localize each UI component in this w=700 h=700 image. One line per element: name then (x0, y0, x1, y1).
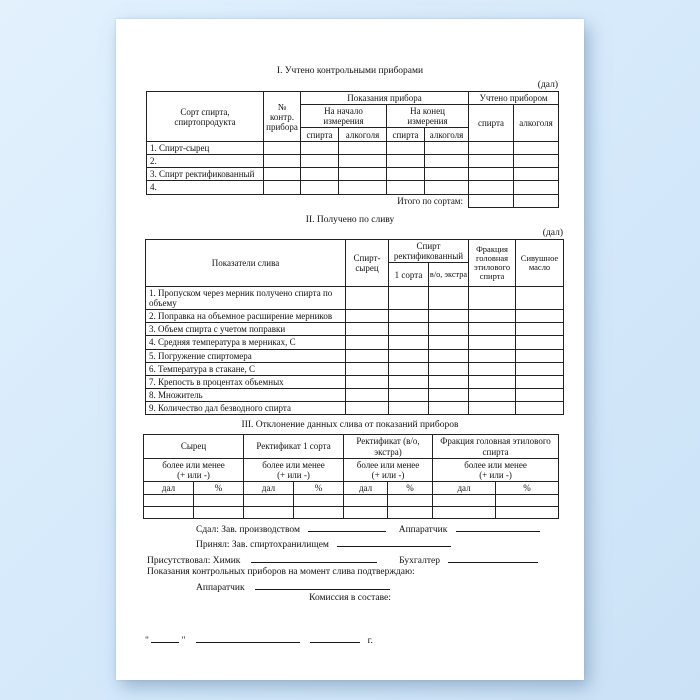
empty-cell (469, 362, 516, 375)
table-row (146, 375, 564, 388)
empty-cell (388, 507, 433, 519)
table-row (147, 142, 559, 155)
col-header-counted: Учтено прибором (469, 92, 559, 105)
empty-cell (389, 336, 429, 349)
col-header-dal: дал (433, 482, 496, 495)
empty-cell (389, 401, 429, 414)
section1-unit-label: (дал) (537, 80, 558, 90)
signature-blank (255, 580, 390, 590)
empty-cell (388, 495, 433, 507)
empty-cell (389, 375, 429, 388)
empty-cell (339, 155, 387, 168)
section2-unit-label: (дал) (542, 228, 563, 238)
received-label: Принял: Зав. спиртохранилищем (196, 540, 329, 550)
empty-cell (516, 287, 564, 310)
col-header-percent: % (388, 482, 433, 495)
col-header-extra: в/о, экстра (429, 263, 469, 287)
empty-cell (264, 181, 301, 194)
empty-cell (194, 495, 244, 507)
col-header-indicators: Показатели слива (146, 240, 346, 287)
col-header-alcohol: алкоголя (425, 128, 469, 142)
totals-label: Итого по сортам: (397, 195, 464, 206)
empty-cell (389, 349, 429, 362)
table-row (146, 287, 564, 310)
date-year-blank (310, 633, 360, 643)
empty-cell (294, 495, 344, 507)
empty-cell (429, 375, 469, 388)
empty-cell (469, 142, 514, 155)
year-suffix: г. (367, 636, 373, 646)
accountant-label: Бухгалтер (399, 556, 440, 566)
empty-cell (429, 336, 469, 349)
table-row (146, 310, 564, 323)
signature-line-operator (196, 580, 390, 593)
section3-title: III. Отклонение данных слива от показаний приборов (241, 420, 459, 430)
empty-cell (429, 287, 469, 310)
empty-cell (301, 168, 339, 181)
signature-blank (456, 522, 540, 532)
empty-cell (387, 181, 425, 194)
date-month-blank (196, 633, 300, 643)
section1-table (146, 91, 559, 208)
col-header-device-no: № контр. прибора (264, 92, 301, 142)
empty-cell (264, 155, 301, 168)
col-header-alcohol: алкоголя (339, 128, 387, 142)
row-label: 6. Температура в стакане, С (146, 362, 346, 375)
col-header-percent: % (194, 482, 244, 495)
empty-cell (346, 310, 389, 323)
empty-cell (514, 155, 559, 168)
operator-label: Аппаратчик (398, 525, 448, 535)
empty-cell (425, 168, 469, 181)
table-row (146, 349, 564, 362)
empty-cell (516, 323, 564, 336)
empty-cell (469, 168, 514, 181)
empty-cell (144, 495, 194, 507)
col-header-start: На начало измерения (301, 105, 387, 128)
totals-row (147, 194, 559, 207)
empty-cell (194, 507, 244, 519)
empty-cell (469, 375, 516, 388)
empty-cell (469, 401, 516, 414)
empty-cell (496, 495, 559, 507)
empty-cell (264, 168, 301, 181)
col-header-grade1: 1 сорта (389, 263, 429, 287)
present-label: Присутствовал: Химик (147, 556, 241, 566)
table-row (146, 388, 564, 401)
table-row (146, 362, 564, 375)
commission-label: Комиссия в составе: (309, 593, 391, 603)
table-row (147, 155, 559, 168)
row-label: 2. Поправка на объемное расширение мерников (146, 310, 346, 323)
col-header-dal: дал (144, 482, 194, 495)
row-label: 2. (147, 155, 264, 168)
col-header-dal: дал (344, 482, 388, 495)
more-less-header (433, 459, 559, 482)
signature-blank (337, 537, 451, 547)
more-less-header (244, 459, 344, 482)
empty-cell (346, 375, 389, 388)
table-row (146, 336, 564, 349)
empty-cell (433, 507, 496, 519)
empty-cell (433, 495, 496, 507)
empty-cell (469, 336, 516, 349)
document-page (116, 19, 584, 680)
empty-cell (144, 507, 194, 519)
table-header-row (144, 435, 559, 459)
empty-cell (425, 155, 469, 168)
empty-cell (344, 507, 388, 519)
empty-cell (387, 142, 425, 155)
empty-cell (514, 181, 559, 194)
table-row (147, 168, 559, 181)
row-label: 3. Объем спирта с учетом поправки (146, 323, 346, 336)
row-label: 3. Спирт ректификованный (147, 168, 264, 181)
more-less-header (344, 459, 433, 482)
empty-cell (339, 181, 387, 194)
col-header-spirit: спирта (387, 128, 425, 142)
empty-cell (469, 181, 514, 194)
date-day-blank (151, 633, 179, 643)
empty-cell (387, 155, 425, 168)
empty-cell (516, 401, 564, 414)
empty-cell (514, 168, 559, 181)
col-header-end: На конец измерения (387, 105, 469, 128)
row-label: 1. Спирт-сырец (147, 142, 264, 155)
table-header-row (146, 240, 564, 263)
empty-cell (514, 142, 559, 155)
empty-cell (389, 323, 429, 336)
group-header-rectified-extra: Ректификат (в/о, экстра) (344, 435, 433, 459)
table-row (144, 507, 559, 519)
section2-table (145, 239, 564, 415)
empty-cell (516, 388, 564, 401)
signature-line-present (147, 553, 538, 566)
empty-cell (346, 323, 389, 336)
empty-cell (425, 181, 469, 194)
col-header-raw-spirit: Спирт-сырец (346, 240, 389, 287)
row-label: 5. Погружение спиртомера (146, 349, 346, 362)
empty-cell (264, 142, 301, 155)
empty-cell (469, 310, 516, 323)
more-less-line2: (+ или -) (371, 470, 405, 481)
empty-cell (469, 349, 516, 362)
empty-cell (344, 495, 388, 507)
group-header-head-fraction: Фракция головная этилового спирта (433, 435, 559, 459)
empty-cell (429, 401, 469, 414)
empty-cell (496, 507, 559, 519)
empty-cell (389, 388, 429, 401)
totals-cell (514, 194, 559, 207)
empty-cell (389, 287, 429, 310)
empty-cell (469, 155, 514, 168)
empty-cell (429, 349, 469, 362)
empty-cell (516, 310, 564, 323)
row-label: 1. Пропуском через мерник получено спирта по объему (146, 287, 346, 310)
close-quote: " (181, 636, 186, 646)
empty-cell (516, 349, 564, 362)
confirmation-statement: Показания контрольных приборов на момент слива подтверждаю: (147, 567, 415, 577)
col-header-readings: Показания прибора (301, 92, 469, 105)
table-header-row (144, 459, 559, 482)
row-label: 8. Множитель (146, 388, 346, 401)
empty-cell (429, 310, 469, 323)
row-label: 9. Количество дал безводного спирта (146, 401, 346, 414)
empty-cell (301, 181, 339, 194)
empty-cell (516, 362, 564, 375)
row-label: 4. (147, 181, 264, 194)
empty-cell (387, 168, 425, 181)
empty-cell (301, 155, 339, 168)
empty-cell (301, 142, 339, 155)
empty-cell (244, 507, 294, 519)
date-line (145, 633, 373, 646)
empty-cell (516, 336, 564, 349)
operator-label: Аппаратчик (196, 583, 245, 593)
row-label: 4. Средняя температура в мерниках, С (146, 336, 346, 349)
row-label: 7. Крепость в процентах объемных (146, 375, 346, 388)
empty-cell (429, 362, 469, 375)
group-header-raw: Сырец (144, 435, 244, 459)
signature-blank (448, 553, 538, 563)
empty-cell (346, 287, 389, 310)
empty-cell (389, 310, 429, 323)
empty-cell (346, 401, 389, 414)
more-less-line2: (+ или -) (277, 470, 310, 481)
signature-line-received (196, 537, 451, 550)
section2-title: II. Получено по сливу (305, 215, 395, 225)
totals-cell (469, 194, 514, 207)
table-header-row (147, 92, 559, 105)
signature-blank (308, 522, 386, 532)
more-less-line1: более или менее (464, 460, 527, 470)
more-less-line1: более или менее (262, 460, 325, 470)
empty-cell (244, 495, 294, 507)
col-header-sort: Сорт спирта, спиртопродукта (147, 92, 264, 142)
signature-line-handed (196, 522, 540, 535)
empty-cell (425, 142, 469, 155)
col-header-alcohol: алкоголя (514, 105, 559, 142)
more-less-line2: (+ или -) (177, 470, 210, 481)
empty-cell (429, 323, 469, 336)
col-header-spirit: спирта (301, 128, 339, 142)
open-quote: " (145, 636, 149, 646)
col-header-rectified: Спирт ректификованный (389, 240, 469, 263)
empty-cell (389, 362, 429, 375)
more-less-header (144, 459, 244, 482)
empty-cell (294, 507, 344, 519)
section1-title: I. Учтено контрольными приборами (276, 66, 424, 76)
empty-cell (516, 375, 564, 388)
signature-blank (251, 553, 377, 563)
table-row (144, 495, 559, 507)
empty-cell (469, 323, 516, 336)
section3-table (143, 434, 559, 519)
empty-cell (429, 388, 469, 401)
empty-cell (346, 349, 389, 362)
more-less-line1: более или менее (162, 460, 225, 470)
col-header-percent: % (496, 482, 559, 495)
empty-cell (346, 362, 389, 375)
table-row (147, 181, 559, 194)
more-less-line2: (+ или -) (479, 470, 512, 481)
table-row (146, 401, 564, 414)
col-header-fusel-oil: Сивушное масло (516, 240, 564, 287)
empty-cell (339, 168, 387, 181)
empty-cell (469, 287, 516, 310)
col-header-spirit: спирта (469, 105, 514, 142)
more-less-line1: более или менее (356, 460, 420, 470)
col-header-percent: % (294, 482, 344, 495)
group-header-rectified-1: Ректификат 1 сорта (244, 435, 344, 459)
empty-cell (339, 142, 387, 155)
col-header-dal: дал (244, 482, 294, 495)
empty-cell (346, 388, 389, 401)
table-row (146, 323, 564, 336)
handed-label: Сдал: Зав. производством (196, 525, 300, 535)
empty-cell (346, 336, 389, 349)
col-header-head-fraction: Фракция головная этилового спирта (469, 240, 516, 287)
empty-cell (469, 388, 516, 401)
table-header-row (144, 482, 559, 495)
